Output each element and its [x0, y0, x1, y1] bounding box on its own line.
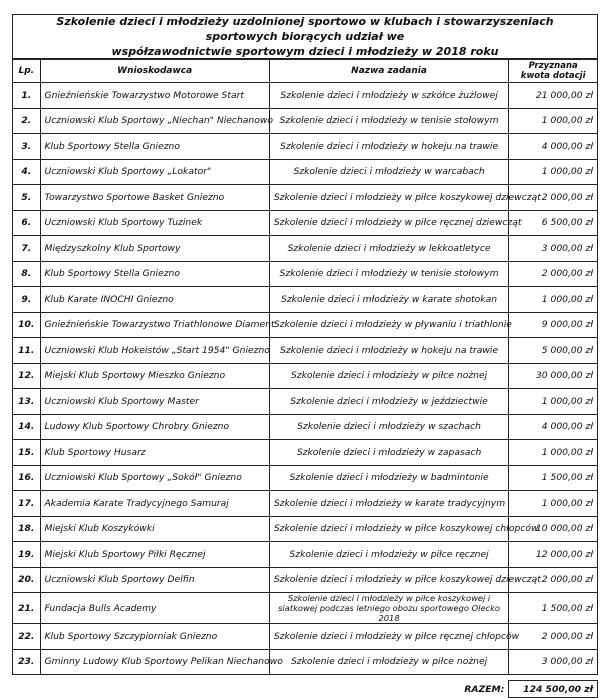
- row-applicant: Uczniowski Klub Sportowy „Niechan" Niechanowo: [40, 108, 269, 134]
- table-row: [13, 261, 598, 287]
- row-amount: 1 000,00 zł: [509, 287, 598, 313]
- row-applicant: Uczniowski Klub Hokeistów „Start 1954" Gniezno: [40, 338, 269, 364]
- table-header-row: [13, 60, 598, 83]
- row-lp: 7.: [13, 236, 41, 262]
- row-applicant: Klub Sportowy Husarz: [40, 440, 269, 466]
- row-lp: 10.: [13, 312, 41, 338]
- table-row: [13, 236, 598, 262]
- row-amount: 10 000,00 zł: [509, 516, 598, 542]
- row-task: Szkolenie dzieci i młodzieży w karate tradycyjnym: [269, 491, 509, 517]
- table-row: [13, 414, 598, 440]
- row-lp: 18.: [13, 516, 41, 542]
- row-amount: 21 000,00 zł: [509, 83, 598, 109]
- row-applicant: Uczniowski Klub Sportowy Master: [40, 389, 269, 415]
- row-task: Szkolenie dzieci i młodzieży w jeździectwie: [269, 389, 509, 415]
- row-lp: 23.: [13, 649, 41, 675]
- total-label: RAZEM:: [464, 683, 505, 695]
- row-applicant: Gnieźnieńskie Towarzystwo Triathlonowe Diament: [40, 312, 269, 338]
- row-task: Szkolenie dzieci i młodzieży w szkółce żużlowej: [269, 83, 509, 109]
- row-amount: 30 000,00 zł: [509, 363, 598, 389]
- row-task: Szkolenie dzieci i młodzieży w szachach: [269, 414, 509, 440]
- row-task: Szkolenie dzieci i młodzieży w hokeju na trawie: [269, 338, 509, 364]
- row-applicant: Międzyszkolny Klub Sportowy: [40, 236, 269, 262]
- row-lp: 1.: [13, 83, 41, 109]
- table-row: [13, 185, 598, 211]
- row-lp: 13.: [13, 389, 41, 415]
- table-row: [13, 593, 598, 624]
- row-lp: 17.: [13, 491, 41, 517]
- grant-document: [12, 14, 598, 698]
- row-task: Szkolenie dzieci i młodzieży w piłce ręcznej: [269, 542, 509, 568]
- total-row: [13, 681, 598, 698]
- table-row: [13, 624, 598, 650]
- row-amount: 3 000,00 zł: [509, 236, 598, 262]
- row-applicant: Klub Sportowy Stella Gniezno: [40, 261, 269, 287]
- title-line-1: Szkolenie dzieci i młodzieży uzdolnionej sportowo w klubach i stowarzyszeniach sportowych biorących udział we: [56, 15, 554, 43]
- row-applicant: Miejski Klub Koszykówki: [40, 516, 269, 542]
- row-lp: 8.: [13, 261, 41, 287]
- table-row: [13, 567, 598, 593]
- row-amount: 9 000,00 zł: [509, 312, 598, 338]
- row-lp: 15.: [13, 440, 41, 466]
- row-task: Szkolenie dzieci i młodzieży w pływaniu i triathlonie: [269, 312, 509, 338]
- table-row: [13, 649, 598, 675]
- row-lp: 3.: [13, 134, 41, 160]
- title-line-2: współzawodnictwie sportowym dzieci i młodzieży w 2018 roku: [111, 45, 499, 58]
- row-lp: 22.: [13, 624, 41, 650]
- header-task: Nazwa zadania: [269, 60, 509, 83]
- row-task: Szkolenie dzieci i młodzieży w piłce ręcznej dziewcząt: [269, 210, 509, 236]
- row-task: Szkolenie dzieci i młodzieży w hokeju na trawie: [269, 134, 509, 160]
- row-amount: 1 000,00 zł: [509, 389, 598, 415]
- row-amount: 1 500,00 zł: [509, 593, 598, 624]
- row-applicant: Uczniowski Klub Sportowy „Lokator": [40, 159, 269, 185]
- row-applicant: Miejski Klub Sportowy Piłki Ręcznej: [40, 542, 269, 568]
- row-task: Szkolenie dzieci i młodzieży w tenisie stołowym: [269, 108, 509, 134]
- header-lp: Lp.: [13, 60, 41, 83]
- row-lp: 11.: [13, 338, 41, 364]
- row-amount: 1 000,00 zł: [509, 491, 598, 517]
- row-applicant: Klub Sportowy Stella Gniezno: [40, 134, 269, 160]
- row-amount: 2 000,00 zł: [509, 567, 598, 593]
- row-applicant: Klub Sportowy Szczypiorniak Gniezno: [40, 624, 269, 650]
- row-amount: 12 000,00 zł: [509, 542, 598, 568]
- row-task: Szkolenie dzieci i młodzieży w piłce ręcznej chłopców: [269, 624, 509, 650]
- table-body: [13, 83, 598, 675]
- row-lp: 14.: [13, 414, 41, 440]
- table-row: [13, 210, 598, 236]
- table-row: [13, 287, 598, 313]
- row-amount: 3 000,00 zł: [509, 649, 598, 675]
- row-lp: 9.: [13, 287, 41, 313]
- row-task: Szkolenie dzieci i młodzieży w piłce koszykowej chłopców: [269, 516, 509, 542]
- row-amount: 1 000,00 zł: [509, 440, 598, 466]
- row-applicant: Towarzystwo Sportowe Basket Gniezno: [40, 185, 269, 211]
- table-row: [13, 134, 598, 160]
- table-row: [13, 491, 598, 517]
- row-lp: 6.: [13, 210, 41, 236]
- row-task: Szkolenie dzieci i młodzieży w lekkoatletyce: [269, 236, 509, 262]
- table-row: [13, 159, 598, 185]
- table-row: [13, 516, 598, 542]
- row-amount: 1 000,00 zł: [509, 108, 598, 134]
- row-amount: 4 000,00 zł: [509, 414, 598, 440]
- row-lp: 21.: [13, 593, 41, 624]
- row-task: Szkolenie dzieci i młodzieży w piłce koszykowej dziewcząt: [269, 567, 509, 593]
- document-title: [12, 14, 598, 59]
- table-row: [13, 363, 598, 389]
- row-applicant: Fundacja Bulls Academy: [40, 593, 269, 624]
- table-row: [13, 389, 598, 415]
- row-lp: 20.: [13, 567, 41, 593]
- row-applicant: Ludowy Klub Sportowy Chrobry Gniezno: [40, 414, 269, 440]
- row-applicant: Akademia Karate Tradycyjnego Samuraj: [40, 491, 269, 517]
- row-amount: 4 000,00 zł: [509, 134, 598, 160]
- row-task: Szkolenie dzieci i młodzieży w piłce koszykowej i siatkowej podczas letniego obozu sportowego Olecko 2018: [269, 593, 509, 624]
- row-task: Szkolenie dzieci i młodzieży w piłce nożnej: [269, 363, 509, 389]
- row-task: Szkolenie dzieci i młodzieży w piłce nożnej: [269, 649, 509, 675]
- row-amount: 2 000,00 zł: [509, 261, 598, 287]
- table-row: [13, 440, 598, 466]
- header-amount: Przyznana kwota dotacji: [509, 60, 598, 83]
- row-lp: 12.: [13, 363, 41, 389]
- row-lp: 2.: [13, 108, 41, 134]
- row-applicant: Gminny Ludowy Klub Sportowy Pelikan Niechanowo: [40, 649, 269, 675]
- row-task: Szkolenie dzieci i młodzieży w piłce koszykowej dziewcząt: [269, 185, 509, 211]
- row-lp: 19.: [13, 542, 41, 568]
- row-amount: 6 500,00 zł: [509, 210, 598, 236]
- row-amount: 5 000,00 zł: [509, 338, 598, 364]
- row-task: Szkolenie dzieci i młodzieży w tenisie stołowym: [269, 261, 509, 287]
- row-amount: 2 000,00 zł: [509, 185, 598, 211]
- row-applicant: Klub Karate INOCHI Gniezno: [40, 287, 269, 313]
- table-row: [13, 108, 598, 134]
- row-lp: 16.: [13, 465, 41, 491]
- row-amount: 1 000,00 zł: [509, 159, 598, 185]
- row-amount: 1 500,00 zł: [509, 465, 598, 491]
- grants-table: [12, 59, 598, 698]
- row-amount: 2 000,00 zł: [509, 624, 598, 650]
- row-task: Szkolenie dzieci i młodzieży w zapasach: [269, 440, 509, 466]
- row-lp: 5.: [13, 185, 41, 211]
- row-applicant: Uczniowski Klub Sportowy Delfin: [40, 567, 269, 593]
- row-lp: 4.: [13, 159, 41, 185]
- total-value: 124 500,00 zł: [509, 681, 598, 698]
- row-task: Szkolenie dzieci i młodzieży w karate shotokan: [269, 287, 509, 313]
- table-row: [13, 312, 598, 338]
- header-applicant: Wnioskodawca: [40, 60, 269, 83]
- row-applicant: Uczniowski Klub Sportowy Tuzinek: [40, 210, 269, 236]
- row-applicant: Uczniowski Klub Sportowy „Sokół" Gniezno: [40, 465, 269, 491]
- row-applicant: Miejski Klub Sportowy Mieszko Gniezno: [40, 363, 269, 389]
- row-applicant: Gnieźnieńskie Towarzystwo Motorowe Start: [40, 83, 269, 109]
- table-row: [13, 338, 598, 364]
- row-task: Szkolenie dzieci i młodzieży w badmintonie: [269, 465, 509, 491]
- row-task: Szkolenie dzieci i młodzieży w warcabach: [269, 159, 509, 185]
- table-row: [13, 465, 598, 491]
- table-row: [13, 83, 598, 109]
- table-row: [13, 542, 598, 568]
